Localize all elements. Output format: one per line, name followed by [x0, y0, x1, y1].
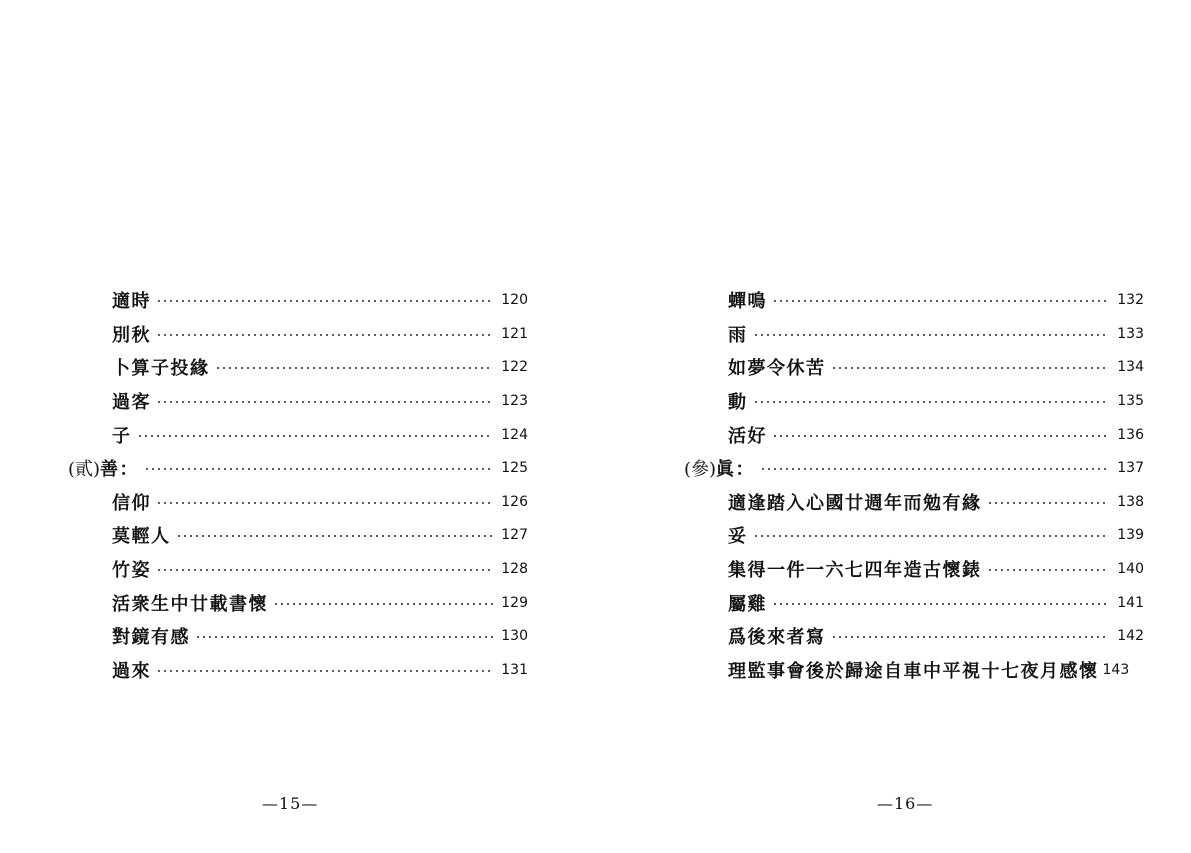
toc-entry-page-number: 134 [1117, 359, 1144, 375]
toc-leader-dots [753, 535, 1110, 537]
toc-entry-page-number: 127 [501, 527, 528, 543]
toc-entry-title: 蟬鳴 [728, 291, 767, 312]
toc-entry [728, 490, 1144, 514]
toc-leader-dots [156, 300, 493, 302]
toc-leader-dots [987, 502, 1110, 504]
toc-entry [728, 423, 1144, 447]
toc-entry-page-number: 121 [501, 326, 528, 342]
toc-entry [112, 288, 528, 312]
toc-entry-page-number: 124 [501, 427, 528, 443]
toc-entry-title: 活衆生中廿載書懷 [112, 594, 268, 615]
toc-leader-dots [195, 636, 493, 638]
toc-section-entry [68, 456, 528, 480]
toc-entry-page-number: 132 [1117, 292, 1144, 308]
toc-entry-title: 適逢踏入心國廿週年而勉有緣 [728, 493, 982, 514]
toc-entry-title: 過來 [112, 661, 151, 682]
toc-entry [112, 490, 528, 514]
toc-section-marker: (貳) [68, 459, 101, 480]
toc-leader-dots [831, 636, 1110, 638]
toc-entry [728, 591, 1144, 615]
toc-entry-title: 莫輕人 [112, 526, 171, 547]
toc-entry [112, 389, 528, 413]
right-page [596, 0, 1191, 853]
toc-leader-dots [156, 401, 493, 403]
toc-entry-page-number: 138 [1117, 494, 1144, 510]
toc-entry [112, 523, 528, 547]
toc-leader-dots [753, 401, 1110, 403]
toc-entry [728, 658, 1144, 682]
toc-entry-title: 卜算子投緣 [112, 358, 210, 379]
toc-entry-title: 過客 [112, 392, 151, 413]
toc-entry-title: 適時 [112, 291, 151, 312]
toc-leader-dots [772, 603, 1109, 605]
toc-entry-title: 集得一件一六七四年造古懷錶 [728, 560, 982, 581]
toc-entry [728, 322, 1144, 346]
toc-entry [728, 523, 1144, 547]
toc-entry-title: 理監事會後於歸途自車中平視十七夜月感懷 [728, 661, 1099, 682]
toc-entry-page-number: 137 [1117, 460, 1144, 476]
toc-section-entry [684, 456, 1144, 480]
toc-section-marker: (參) [684, 459, 717, 480]
toc-leader-dots [156, 334, 493, 336]
toc-entry-page-number: 139 [1117, 527, 1144, 543]
toc-entry-page-number: 140 [1117, 561, 1144, 577]
toc-entry-page-number: 143 [1102, 662, 1130, 678]
toc-entry [112, 591, 528, 615]
toc-entry-title: 妥 [728, 526, 748, 547]
toc-entry-title: 子 [112, 426, 132, 447]
toc-entry-title: 爲後來者寫 [728, 627, 826, 648]
toc-leader-dots [137, 435, 494, 437]
toc-entry-page-number: 128 [501, 561, 528, 577]
toc-leader-dots [156, 670, 493, 672]
toc-leader-dots [144, 468, 493, 470]
toc-entry-title: 活好 [728, 426, 767, 447]
toc-entry-page-number: 129 [501, 595, 528, 611]
toc-entry-page-number: 122 [501, 359, 528, 375]
toc-entry [112, 624, 528, 648]
toc-section-title: 善： [100, 459, 140, 480]
toc-entry-page-number: 123 [501, 393, 528, 409]
toc-entry-page-number: 126 [501, 494, 528, 510]
toc-entry [112, 658, 528, 682]
toc-entry [728, 389, 1144, 413]
toc-leader-dots [753, 334, 1110, 336]
toc-entry-title: 如夢令休苦 [728, 358, 826, 379]
toc-entry-page-number: 131 [501, 662, 528, 678]
toc-entry-page-number: 130 [501, 628, 528, 644]
toc-leader-dots [176, 535, 494, 537]
toc-entry-page-number: 135 [1117, 393, 1144, 409]
toc-leader-dots [772, 435, 1109, 437]
toc-leader-dots [772, 300, 1109, 302]
toc-entry-page-number: 133 [1117, 326, 1144, 342]
toc-leader-dots [215, 367, 494, 369]
toc-leader-dots [156, 502, 493, 504]
toc-entry-page-number: 120 [501, 292, 528, 308]
toc-entry [728, 624, 1144, 648]
toc-entry [728, 288, 1144, 312]
toc-entry-page-number: 125 [501, 460, 528, 476]
toc-entry-title: 對鏡有感 [112, 627, 190, 648]
toc-leader-dots [760, 468, 1109, 470]
toc-entry-title: 屬雞 [728, 594, 767, 615]
toc-leader-dots [156, 569, 493, 571]
toc-entry-title: 信仰 [112, 493, 151, 514]
toc-leader-dots [831, 367, 1110, 369]
toc-entry-title: 動 [728, 392, 748, 413]
toc-leader-dots [987, 569, 1110, 571]
toc-entry [112, 423, 528, 447]
toc-section-title: 眞： [716, 459, 756, 480]
page-number-footer: —15— [262, 794, 319, 813]
toc-entry-page-number: 141 [1117, 595, 1144, 611]
page-number-footer: —16— [877, 794, 934, 813]
toc-entry [112, 557, 528, 581]
toc-entry-page-number: 136 [1117, 427, 1144, 443]
toc-entry-page-number: 142 [1117, 628, 1144, 644]
toc-entry-title: 竹姿 [112, 560, 151, 581]
toc-entry [112, 322, 528, 346]
toc-entry [728, 557, 1144, 581]
toc-entry [112, 355, 528, 379]
toc-leader-dots [273, 603, 493, 605]
toc-entry-title: 別秋 [112, 325, 151, 346]
toc-entry-title: 雨 [728, 325, 748, 346]
toc-entry [728, 355, 1144, 379]
